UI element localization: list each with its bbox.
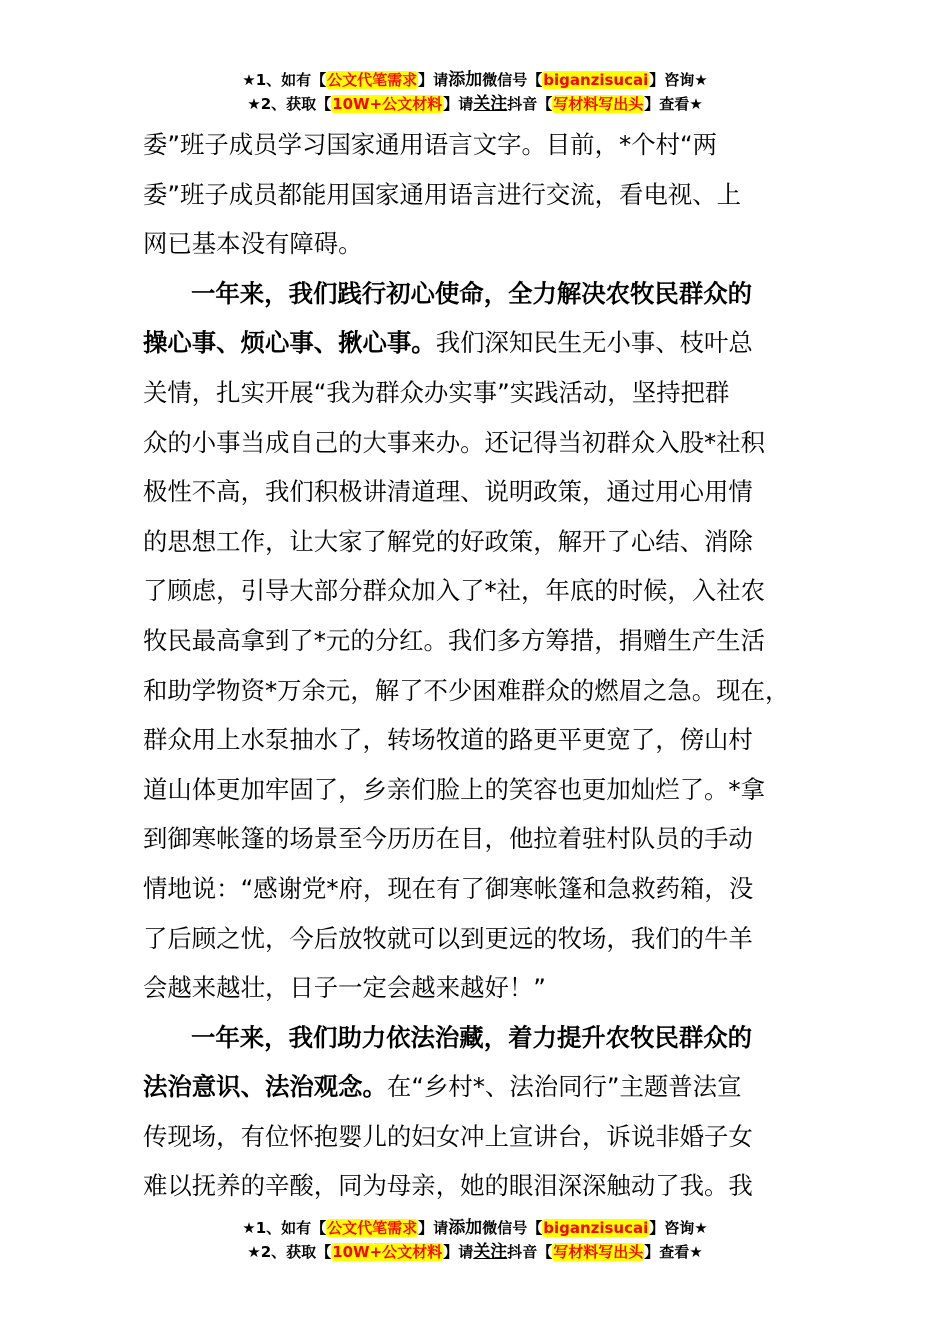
promo-text: 】咨询★ bbox=[649, 71, 708, 89]
paragraph-continued bbox=[143, 120, 807, 269]
promo-text: ★2、获取【 bbox=[247, 95, 332, 113]
promo-text: 】查看★ bbox=[644, 1243, 703, 1261]
promo-text: ★2、获取【 bbox=[247, 1243, 332, 1261]
text-line bbox=[143, 1013, 807, 1063]
document-body bbox=[143, 120, 807, 1211]
text-line: 群众用上水泵抽水了，转场牧道的路更平更宽了，傍山村 bbox=[143, 725, 753, 755]
bold-lead: 法治意识、法治观念。 bbox=[143, 1072, 387, 1102]
promo-text: 】请 bbox=[418, 71, 449, 89]
bold-lead: 操心事、烦心事、揪心事。 bbox=[143, 328, 436, 358]
top-promo-banner bbox=[0, 68, 950, 116]
text-line bbox=[143, 1062, 807, 1112]
promo-text: 】查看★ bbox=[644, 95, 703, 113]
promo-line-1 bbox=[0, 68, 950, 92]
promo-text: 】咨询★ bbox=[649, 1219, 708, 1237]
promo-text: 微信号【 bbox=[482, 71, 543, 89]
promo-text: 抖音【 bbox=[507, 1243, 553, 1261]
promo-line-1 bbox=[0, 1216, 950, 1240]
text-line: 和助学物资*万余元，解了不少困难群众的燃眉之急。现在， bbox=[143, 675, 790, 705]
promo-line-2 bbox=[0, 1240, 950, 1264]
text-line bbox=[143, 269, 807, 319]
bottom-promo-banner bbox=[0, 1216, 950, 1264]
promo-text: 抖音【 bbox=[507, 95, 553, 113]
promo-highlight: 10W+公文材料 bbox=[332, 95, 443, 113]
paragraph-livelihood bbox=[143, 269, 807, 1013]
text-line: 极性不高，我们积极讲清道理、说明政策，通过用心用情 bbox=[143, 477, 753, 507]
promo-highlight: 公文代笔需求 bbox=[327, 71, 418, 89]
text-line: 众的小事当成自己的大事来办。还记得当初群众入股*社积 bbox=[143, 427, 765, 457]
text-line: 关情，扎实开展“我为群众办实事”实践活动，坚持把群 bbox=[143, 377, 730, 407]
text-line: 难以抚养的辛酸，同为母亲，她的眼泪深深触动了我。我 bbox=[143, 1171, 753, 1201]
text-line: 会越来越壮，日子一定会越来越好！” bbox=[143, 973, 546, 1003]
promo-highlight: 公文代笔需求 bbox=[327, 1219, 418, 1237]
promo-text: ★1、如有【 bbox=[242, 71, 327, 89]
text-line: 到御寒帐篷的场景至今历历在目，他拉着驻村队员的手动 bbox=[143, 824, 753, 854]
text-run: 在“乡村*、法治同行”主题普法宣 bbox=[386, 1072, 742, 1102]
bold-lead: 一年来，我们助力依法治藏，着力提升农牧民群众的 bbox=[191, 1022, 752, 1052]
text-line: 委”班子成员都能用国家通用语言进行交流，看电视、上 bbox=[143, 179, 742, 209]
promo-emphasis: 关注 bbox=[473, 94, 508, 114]
promo-emphasis: 添加 bbox=[448, 1218, 483, 1238]
promo-emphasis: 添加 bbox=[448, 70, 483, 90]
promo-emphasis: 关注 bbox=[473, 1242, 508, 1262]
douyin-account: 写材料写出头 bbox=[553, 1243, 644, 1261]
promo-line-2 bbox=[0, 92, 950, 116]
text-line: 传现场，有位怀抱婴儿的妇女冲上宣讲台，诉说非婚子女 bbox=[143, 1121, 753, 1151]
promo-text: 】请 bbox=[443, 1243, 474, 1261]
wechat-id: biganzisucai bbox=[543, 71, 649, 89]
paragraph-rule-of-law bbox=[143, 1013, 807, 1211]
text-line: 了顾虑，引导大部分群众加入了*社，年底的时候，入社农 bbox=[143, 576, 765, 606]
text-line: 道山体更加牢固了，乡亲们脸上的笑容也更加灿烂了。*拿 bbox=[143, 774, 765, 804]
bold-lead: 一年来，我们践行初心使命，全力解决农牧民群众的 bbox=[191, 278, 752, 308]
text-run: 我们深知民生无小事、枝叶总 bbox=[435, 328, 753, 358]
promo-text: 微信号【 bbox=[482, 1219, 543, 1237]
text-line: 委”班子成员学习国家通用语言文字。目前，*个村“两 bbox=[143, 130, 718, 159]
promo-text: 】请 bbox=[418, 1219, 449, 1237]
wechat-id: biganzisucai bbox=[543, 1219, 649, 1237]
promo-text: 】请 bbox=[443, 95, 474, 113]
douyin-account: 写材料写出头 bbox=[553, 95, 644, 113]
text-line: 网已基本没有障碍。 bbox=[143, 229, 363, 259]
text-line: 牧民最高拿到了*元的分红。我们多方筹措，捐赠生产生活 bbox=[143, 625, 765, 655]
promo-text: ★1、如有【 bbox=[242, 1219, 327, 1237]
text-line: 了后顾之忧，今后放牧就可以到更远的牧场，我们的牛羊 bbox=[143, 923, 753, 953]
text-line bbox=[143, 318, 807, 368]
text-line: 情地说：“感谢党*府，现在有了御寒帐篷和急救药箱，没 bbox=[143, 873, 754, 903]
promo-highlight: 10W+公文材料 bbox=[332, 1243, 443, 1261]
text-line: 的思想工作，让大家了解党的好政策，解开了心结、消除 bbox=[143, 526, 753, 556]
